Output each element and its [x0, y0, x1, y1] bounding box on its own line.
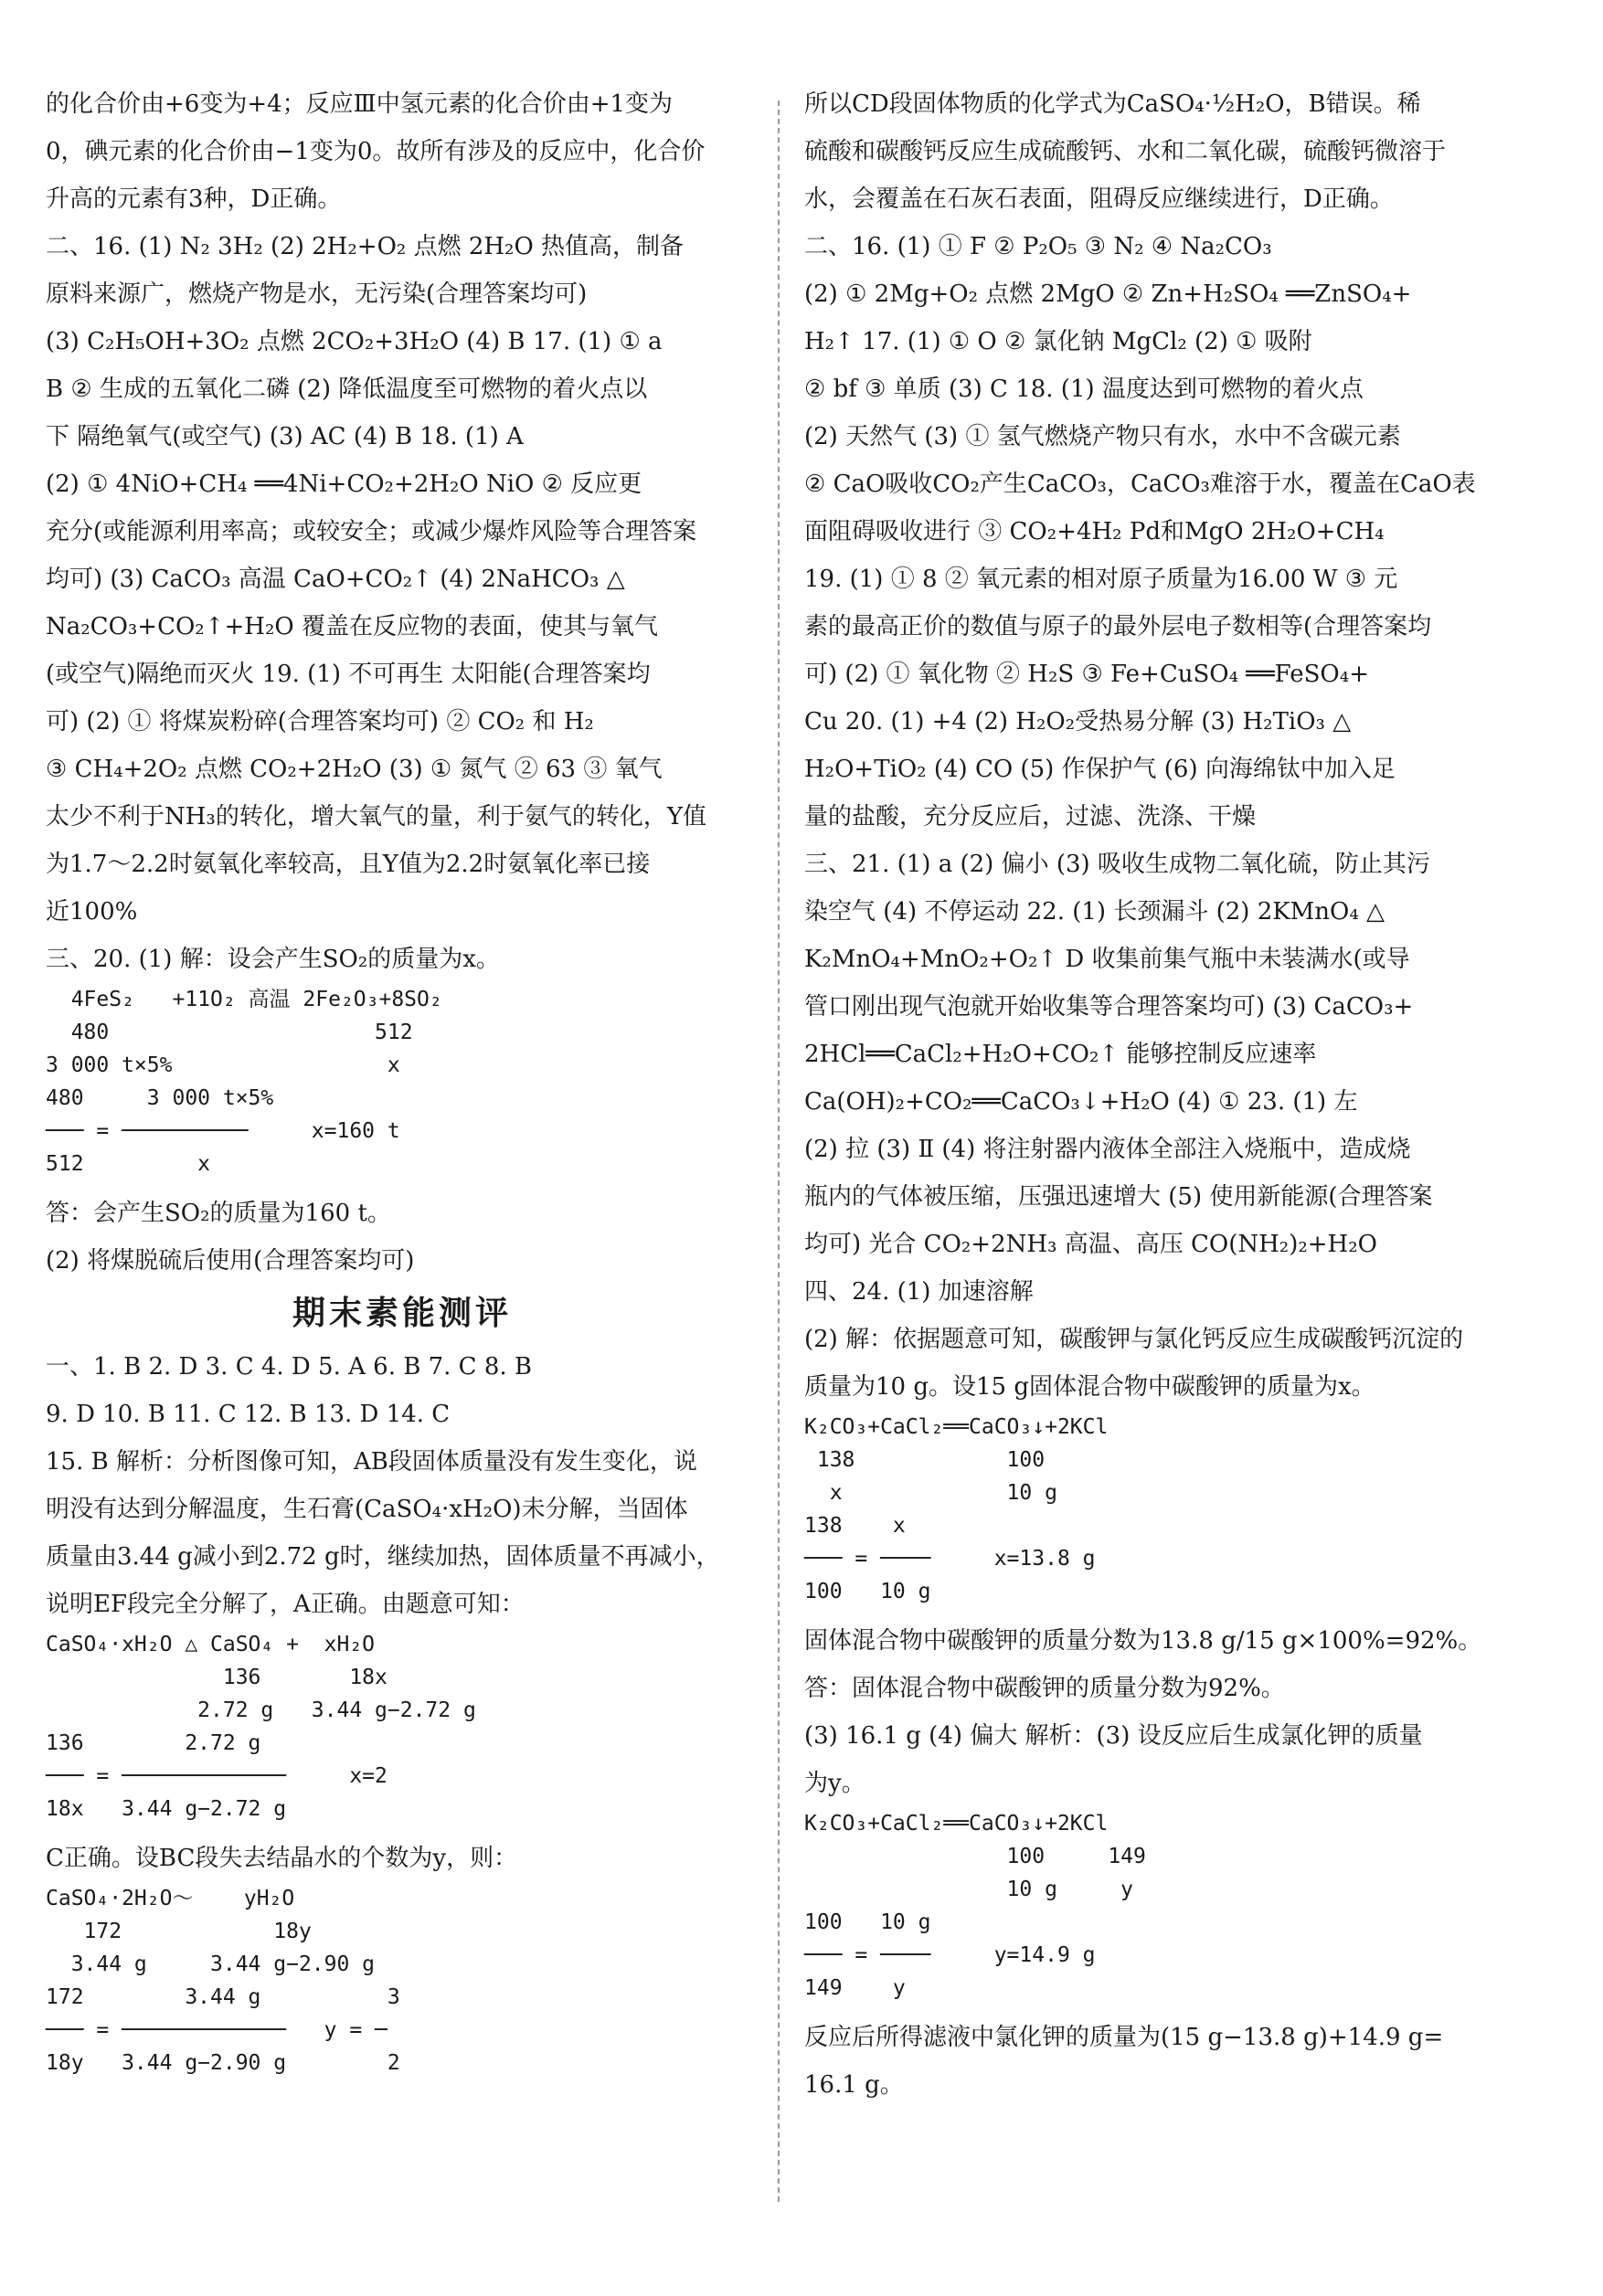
answer-line: 面阻碍吸收进行 ③ CO₂+4H₂ Pd和MgO 2H₂O+CH₄: [804, 518, 1385, 545]
left-calc-crystal-water: CaSO₄·2H₂O～ yH₂O 172 18y 3.44 g 3.44 g−2.90 g 172 3.44 g 3 ─── = ───────────── y = ─ 18y 3.44 g−2.90 g 2: [46, 1887, 400, 2075]
answer-line: C正确。设BC段失去结晶水的个数为y，则：: [46, 1845, 518, 1872]
answer-line: 所以CD段固体物质的化学式为CaSO₄·½H₂O，B错误。稀: [804, 90, 1421, 118]
answer-line: 下 隔绝氧气(或空气) (3) AC (4) B 18. (1) A: [46, 423, 524, 450]
right-answer-lines-b: [804, 1617, 1522, 1807]
answer-line: H₂O+TiO₂ (4) CO (5) 作保护气 (6) 向海绵钛中加入足: [804, 756, 1396, 783]
answer-line: ③ CH₄+2O₂ 点燃 CO₂+2H₂O (3) ① 氮气 ② 63 ③ 氧气: [46, 756, 663, 783]
answer-line: 升高的元素有3种，D正确。: [46, 185, 342, 213]
column-divider: [778, 101, 780, 2202]
answer-line: 反应后所得滤液中氯化钾的质量为(15 g−13.8 g)+14.9 g=: [804, 2024, 1444, 2051]
right-column: [804, 80, 1522, 2109]
answer-line: ② CaO吸收CO₂产生CaCO₃，CaCO₃难溶于水，覆盖在CaO表: [804, 471, 1476, 498]
answer-line: 素的最高正价的数值与原子的最外层电子数相等(合理答案均: [804, 613, 1432, 640]
answer-line: B ② 生成的五氧化二磷 (2) 降低温度至可燃物的着火点以: [46, 376, 648, 403]
answer-line: 可) (2) ① 氧化物 ② H₂S ③ Fe+CuSO₄ ══FeSO₄+: [804, 661, 1369, 688]
answer-line: 染空气 (4) 不停运动 22. (1) 长颈漏斗 (2) 2KMnO₄ △: [804, 898, 1385, 926]
left-answer-lines-a: [46, 80, 759, 983]
answer-line: 三、20. (1) 解：设会产生SO₂的质量为x。: [46, 946, 500, 973]
answer-line: 2HCl══CaCl₂+H₂O+CO₂↑ 能够控制反应速率: [804, 1041, 1317, 1068]
answer-line: 明没有达到分解温度，生石膏(CaSO₄·xH₂O)未分解，当固体: [46, 1496, 688, 1523]
answer-line: 四、24. (1) 加速溶解: [804, 1278, 1034, 1306]
left-answer-lines-c: [46, 1343, 759, 1628]
answer-line: (2) ① 4NiO+CH₄ ══4Ni+CO₂+2H₂O NiO ② 反应更: [46, 471, 642, 498]
right-calc-kcl: K₂CO₃+CaCl₂══CaCO₃↓+2KCl 100 149 10 g y 100 10 g ─── = ──── y=14.9 g 149 y: [804, 1812, 1146, 2000]
answer-line: 为1.7～2.2时氨氧化率较高，且Y值为2.2时氨氧化率已接: [46, 851, 651, 878]
answer-line: 为y。: [804, 1770, 865, 1797]
answer-line: 二、16. (1) ① F ② P₂O₅ ③ N₂ ④ Na₂CO₃: [804, 233, 1272, 260]
answer-line: 答：会产生SO₂的质量为160 t。: [46, 1200, 391, 1227]
answer-line: 答：固体混合物中碳酸钾的质量分数为92%。: [804, 1675, 1285, 1702]
right-calc-k2co3: K₂CO₃+CaCl₂══CaCO₃↓+2KCl 138 100 x 10 g 138 x ─── = ──── x=13.8 g 100 10 g: [804, 1415, 1109, 1603]
answer-line: 硫酸和碳酸钙反应生成硫酸钙、水和二氧化碳，硫酸钙微溶于: [804, 138, 1447, 165]
answer-line: Cu 20. (1) +4 (2) H₂O₂受热易分解 (3) H₂TiO₃ △: [804, 708, 1352, 735]
answer-line: 9. D 10. B 11. C 12. B 13. D 14. C: [46, 1401, 451, 1428]
answer-line: 太少不利于NH₃的转化，增大氧气的量，利于氨气的转化，Y值: [46, 803, 707, 831]
answer-line: (或空气)隔绝而灭火 19. (1) 不可再生 太阳能(合理答案均: [46, 661, 651, 688]
answer-line: 量的盐酸，充分反应后，过滤、洗涤、干燥: [804, 803, 1257, 831]
answer-line: 水，会覆盖在石灰石表面，阻碍反应继续进行，D正确。: [804, 185, 1394, 213]
answer-line: 0，碘元素的化合价由−1变为0。故所有涉及的反应中，化合价: [46, 138, 706, 165]
answer-line: 均可) 光合 CO₂+2NH₃ 高温、高压 CO(NH₂)₂+H₂O: [804, 1231, 1377, 1258]
answer-line: 质量由3.44 g减小到2.72 g时，继续加热，固体质量不再减小，: [46, 1543, 720, 1571]
answer-line: 质量为10 g。设15 g固体混合物中碳酸钾的质量为x。: [804, 1373, 1375, 1401]
answer-line: 原料来源广，燃烧产物是水，无污染(合理答案均可): [46, 280, 588, 308]
right-answer-lines-a: [804, 80, 1522, 1411]
answer-line: 瓶内的气体被压缩，压强迅速增大 (5) 使用新能源(合理答案: [804, 1183, 1433, 1211]
left-calc-so2: 4FeS₂ +11O₂ 高温 2Fe₂O₃+8SO₂ 480 512 3 000 t×5% x 480 3 000 t×5% ─── = ────────── x=160 t 512 x: [46, 988, 442, 1176]
left-column: [46, 80, 759, 2079]
answer-line: K₂MnO₄+MnO₂+O₂↑ D 收集前集气瓶中未装满水(或导: [804, 946, 1410, 973]
answer-line: 19. (1) ① 8 ② 氧元素的相对原子质量为16.00 W ③ 元: [804, 566, 1398, 593]
answer-line: (2) 将煤脱硫后使用(合理答案均可): [46, 1247, 415, 1275]
answer-line: 的化合价由+6变为+4；反应Ⅲ中氢元素的化合价由+1变为: [46, 90, 674, 118]
answer-line: H₂↑ 17. (1) ① O ② 氯化钠 MgCl₂ (2) ① 吸附: [804, 328, 1312, 355]
answer-line: (3) 16.1 g (4) 偏大 解析：(3) 设反应后生成氯化钾的质量: [804, 1722, 1423, 1750]
answer-line: 可) (2) ① 将煤炭粉碎(合理答案均可) ② CO₂ 和 H₂: [46, 708, 594, 735]
answer-line: (2) 拉 (3) Ⅱ (4) 将注射器内液体全部注入烧瓶中，造成烧: [804, 1136, 1411, 1163]
left-answer-lines-b: [46, 1190, 759, 1285]
answer-line: 说明EF段完全分解了，A正确。由题意可知：: [46, 1591, 525, 1618]
answer-line: (3) C₂H₅OH+3O₂ 点燃 2CO₂+3H₂O (4) B 17. (1) ① a: [46, 328, 663, 355]
answer-line: (2) 解：依据题意可知，碳酸钾与氯化钙反应生成碳酸钙沉淀的: [804, 1326, 1464, 1353]
answer-line: Ca(OH)₂+CO₂══CaCO₃↓+H₂O (4) ① 23. (1) 左: [804, 1088, 1358, 1116]
answer-line: 均可) (3) CaCO₃ 高温 CaO+CO₂↑ (4) 2NaHCO₃ △: [46, 566, 625, 593]
answer-line: 充分(或能源利用率高；或较安全；或减少爆炸风险等合理答案: [46, 518, 697, 545]
answer-line: ② bf ③ 单质 (3) C 18. (1) 温度达到可燃物的着火点: [804, 376, 1364, 403]
answer-line: (2) ① 2Mg+O₂ 点燃 2MgO ② Zn+H₂SO₄ ══ZnSO₄+: [804, 280, 1412, 308]
left-answer-lines-d: [46, 1835, 759, 1882]
answer-line: 管口刚出现气泡就开始收集等合理答案均可) (3) CaCO₃+: [804, 993, 1414, 1021]
answer-line: (2) 天然气 (3) ① 氢气燃烧产物只有水，水中不含碳元素: [804, 423, 1401, 450]
right-answer-lines-c: [804, 2014, 1522, 2109]
left-calc-gypsum: CaSO₄·xH₂O △ CaSO₄ + xH₂O 136 18x 2.72 g 3.44 g−2.72 g 136 2.72 g ─── = ───────────── x=2 18x 3.44 g−2.72 g: [46, 1633, 476, 1821]
answer-line: 固体混合物中碳酸钾的质量分数为13.8 g/15 g×100%=92%。: [804, 1627, 1482, 1655]
answer-line: 三、21. (1) a (2) 偏小 (3) 吸收生成物二氧化硫，防止其污: [804, 851, 1430, 878]
answer-line: 一、1. B 2. D 3. C 4. D 5. A 6. B 7. C 8. B: [46, 1353, 532, 1381]
section-title: 期末素能测评: [292, 1295, 512, 1332]
answer-line: 15. B 解析：分析图像可知，AB段固体质量没有发生变化，说: [46, 1448, 697, 1476]
answer-line: Na₂CO₃+CO₂↑+H₂O 覆盖在反应物的表面，使其与氧气: [46, 613, 658, 640]
answer-line: 16.1 g。: [804, 2071, 904, 2099]
answer-line: 近100%: [46, 898, 138, 926]
answer-line: 二、16. (1) N₂ 3H₂ (2) 2H₂+O₂ 点燃 2H₂O 热值高，制备: [46, 233, 685, 260]
